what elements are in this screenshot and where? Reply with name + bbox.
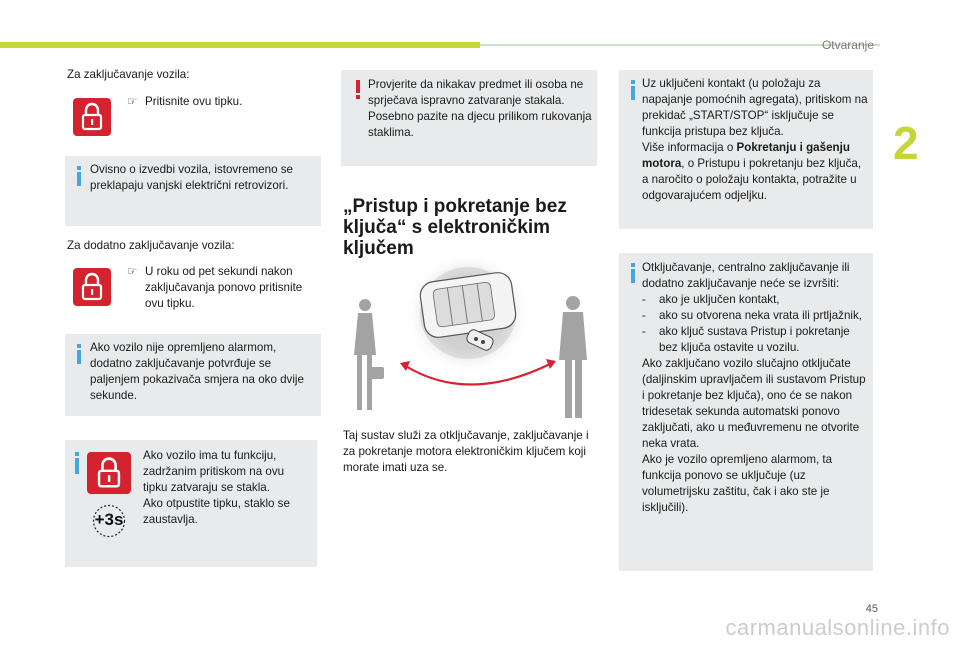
top-divider-line <box>480 44 880 46</box>
info-box-unlocking <box>619 253 873 571</box>
lock-button-icon-2 <box>73 268 111 306</box>
info-icon <box>631 263 635 267</box>
keyless-illustration <box>340 255 596 420</box>
three-seconds-icon: +3s <box>87 504 131 538</box>
man-figure <box>559 296 587 418</box>
page-number: 45 <box>865 603 878 615</box>
double-lock-instruction: ☞ U roku od pet sekundi nakon zaključavanja ponovo pritisnite ovu tipku. <box>127 265 303 310</box>
chapter-number: 2 <box>893 117 919 169</box>
info-box-alarm <box>65 334 321 416</box>
top-accent-bar <box>0 42 480 48</box>
info-icon <box>77 344 81 348</box>
info-icon <box>75 452 79 456</box>
warning-box <box>341 70 597 166</box>
list-item: - ako ključ sustava Pristup i pokretanje bez ključa ostavite u vozilu. <box>642 325 850 354</box>
lock-button-icon-3 <box>87 452 131 494</box>
car-top-view <box>419 271 518 339</box>
info-unlocking-content: Otključavanje, centralno zaključavanje ili dodatno zaključavanje neće se izvršiti: - ako je uključen kontakt, - ako su otvorena neka vrata ili prtljažnik, - ako ključ sustava Pristup i pokretanje bez ključa ostavite u vozilu. Ako zaključano vozilo slučajno otključate (daljinskim upravljačem ili sustavom Pristup i pokretanje bez ključa), ono će se nakon tridesetak sekunda automatski ponovo zaključati, ako u međuvremenu ne otvorite neka vrata. Ako je vozilo opremljeno alarmom, ta funkcija ponovo se uključuje (uz volumetrijsku zaštitu, čak i ako ste je isključili). <box>642 260 868 516</box>
info-start-stop-text: Uz uključeni kontakt (u položaju za napajanje pomoćnih agregata), pritiskom na prekidač „START/STOP“ isključuje se funkcija pristupa bez ključa. Više informacija o Pokretanju i gašenju motora, o Pristupu i pokretanju bez ključa, a naročito o položaju kontakta, potražite u odgovarajućem odjeljku. <box>642 77 868 202</box>
list-item: - ako su otvorena neka vrata ili prtljažnik, <box>642 309 862 322</box>
section-heading: „Pristup i pokretanje bez ključa“ s elektroničkim ključem <box>343 196 567 259</box>
illustration-caption: Taj sustav služi za otključavanje, zaključavanje i za pokretanje motora elektroničkim ključem koji morate imati uza se. <box>343 429 589 474</box>
lock-intro: Za zaključavanje vozila: <box>67 68 190 81</box>
hand-pointer-icon: ☞ <box>127 265 138 278</box>
info-windows-text: Ako vozilo ima tu funkciju, zadržanim pritiskom na ovu tipku zatvaraju se stakla. Ako otpustite tipku, staklo se zaustavlja. <box>143 449 290 526</box>
info-box-windows <box>65 440 317 567</box>
section-title: Otvaranje <box>821 38 874 52</box>
lock-icon <box>73 98 111 136</box>
watermark: carmanualsonline.info <box>725 615 950 640</box>
info-icon <box>631 80 635 84</box>
info-icon <box>77 166 81 170</box>
woman-figure <box>354 299 384 410</box>
hand-pointer-icon: ☞ <box>127 95 138 108</box>
lock-icon <box>87 452 131 494</box>
warning-text: Provjerite da nikakav predmet ili osoba ne sprječava ispravno zatvaranje stakala. Posebno pazite na djecu prilikom rukovanja staklima. <box>368 78 592 139</box>
lock-button-icon <box>73 98 111 136</box>
lock-icon <box>73 268 111 306</box>
list-item: - ako je uključen kontakt, <box>642 293 780 306</box>
double-lock-intro: Za dodatno zaključavanje vozila: <box>67 239 235 252</box>
info-box-start-stop <box>619 70 873 229</box>
info-mirrors-text: Ovisno o izvedbi vozila, istovremeno se preklapaju vanjski električni retrovizori. <box>90 163 293 192</box>
info-box-mirrors <box>65 156 321 226</box>
info-alarm-text: Ako vozilo nije opremljeno alarmom, dodatno zaključavanje potvrđuje se paljenjem pokazivača smjera na oko dvije sekunde. <box>90 341 304 402</box>
warning-icon <box>356 80 360 93</box>
